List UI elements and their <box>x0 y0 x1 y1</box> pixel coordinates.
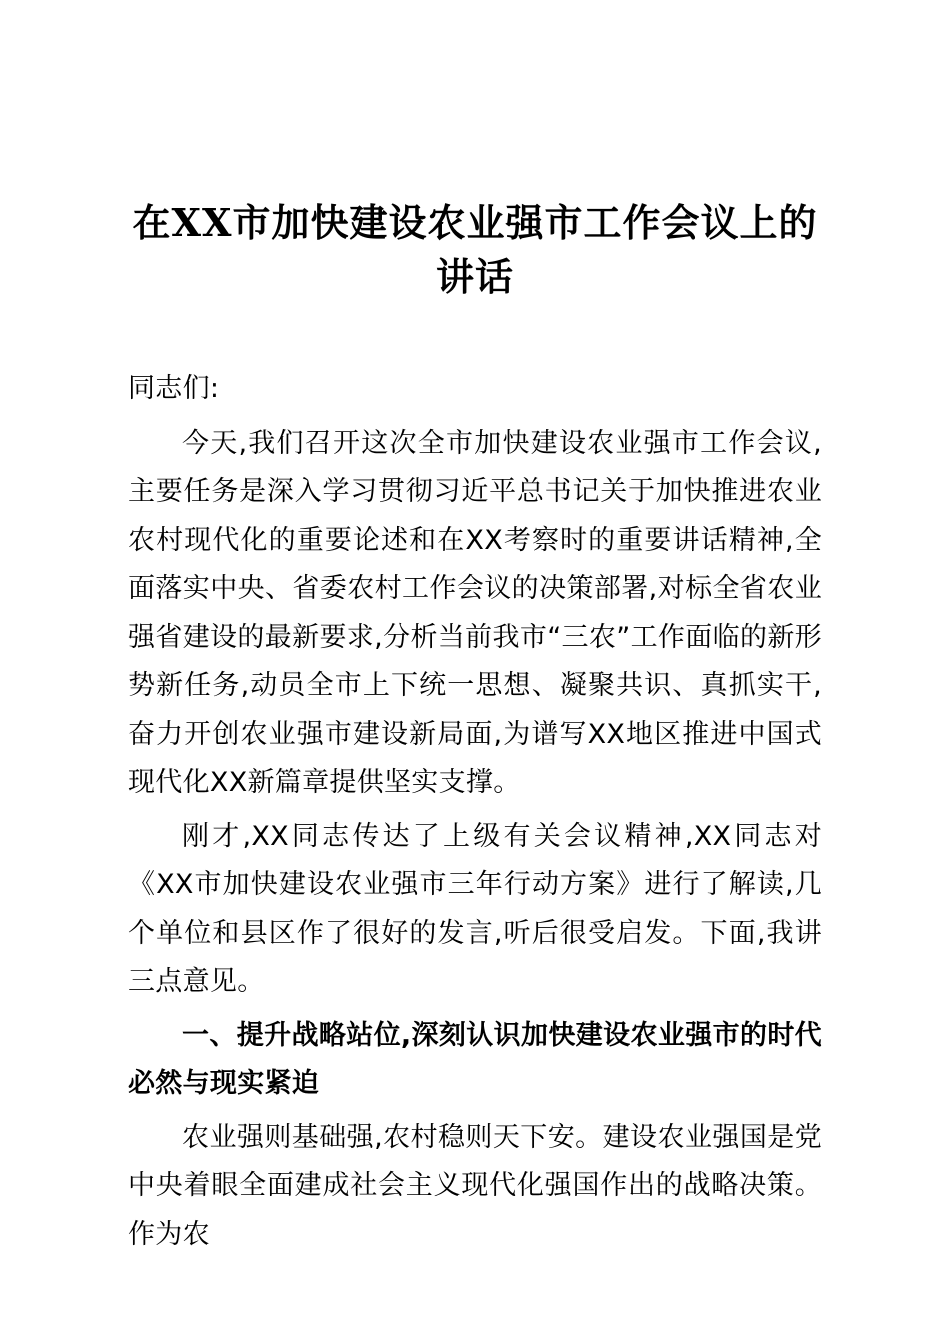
body-paragraph: 刚才,XX同志传达了上级有关会议精神,XX同志对《XX市加快建设农业强市三年行动方案》进行了解读,几个单位和县区作了很好的发言,听后很受启发。下面,我讲三点意见。 <box>128 820 822 997</box>
salutation: 同志们: <box>128 373 220 404</box>
section-heading: 一、提升战略站位,深刻认识加快建设农业强市的时代必然与现实紧迫 <box>128 1019 822 1099</box>
body-paragraph: 今天,我们召开这次全市加快建设农业强市工作会议,主要任务是深入学习贯彻习近平总书记关于加快推进农业农村现代化的重要论述和在XX考察时的重要讲话精神,全面落实中央、省委农村工作会议的决策部署,对标全省农业强省建设的最新要求,分析当前我市“三农”工作面临的新形势新任务,动员全市上下统一思想、凝聚共识、真抓实干,奋力开创农业强市建设新局面,为谱写XX地区推进中国式现代化XX新篇章提供坚实支撑。 <box>128 427 822 798</box>
body-paragraph: 农业强则基础强,农村稳则天下安。建设农业强国是党中央着眼全面建成社会主义现代化强国作出的战略决策。作为农 <box>128 1121 822 1250</box>
document-body <box>128 365 822 1264</box>
document-title: 在XX市加快建设农业强市工作会议上的讲话 <box>132 200 818 299</box>
